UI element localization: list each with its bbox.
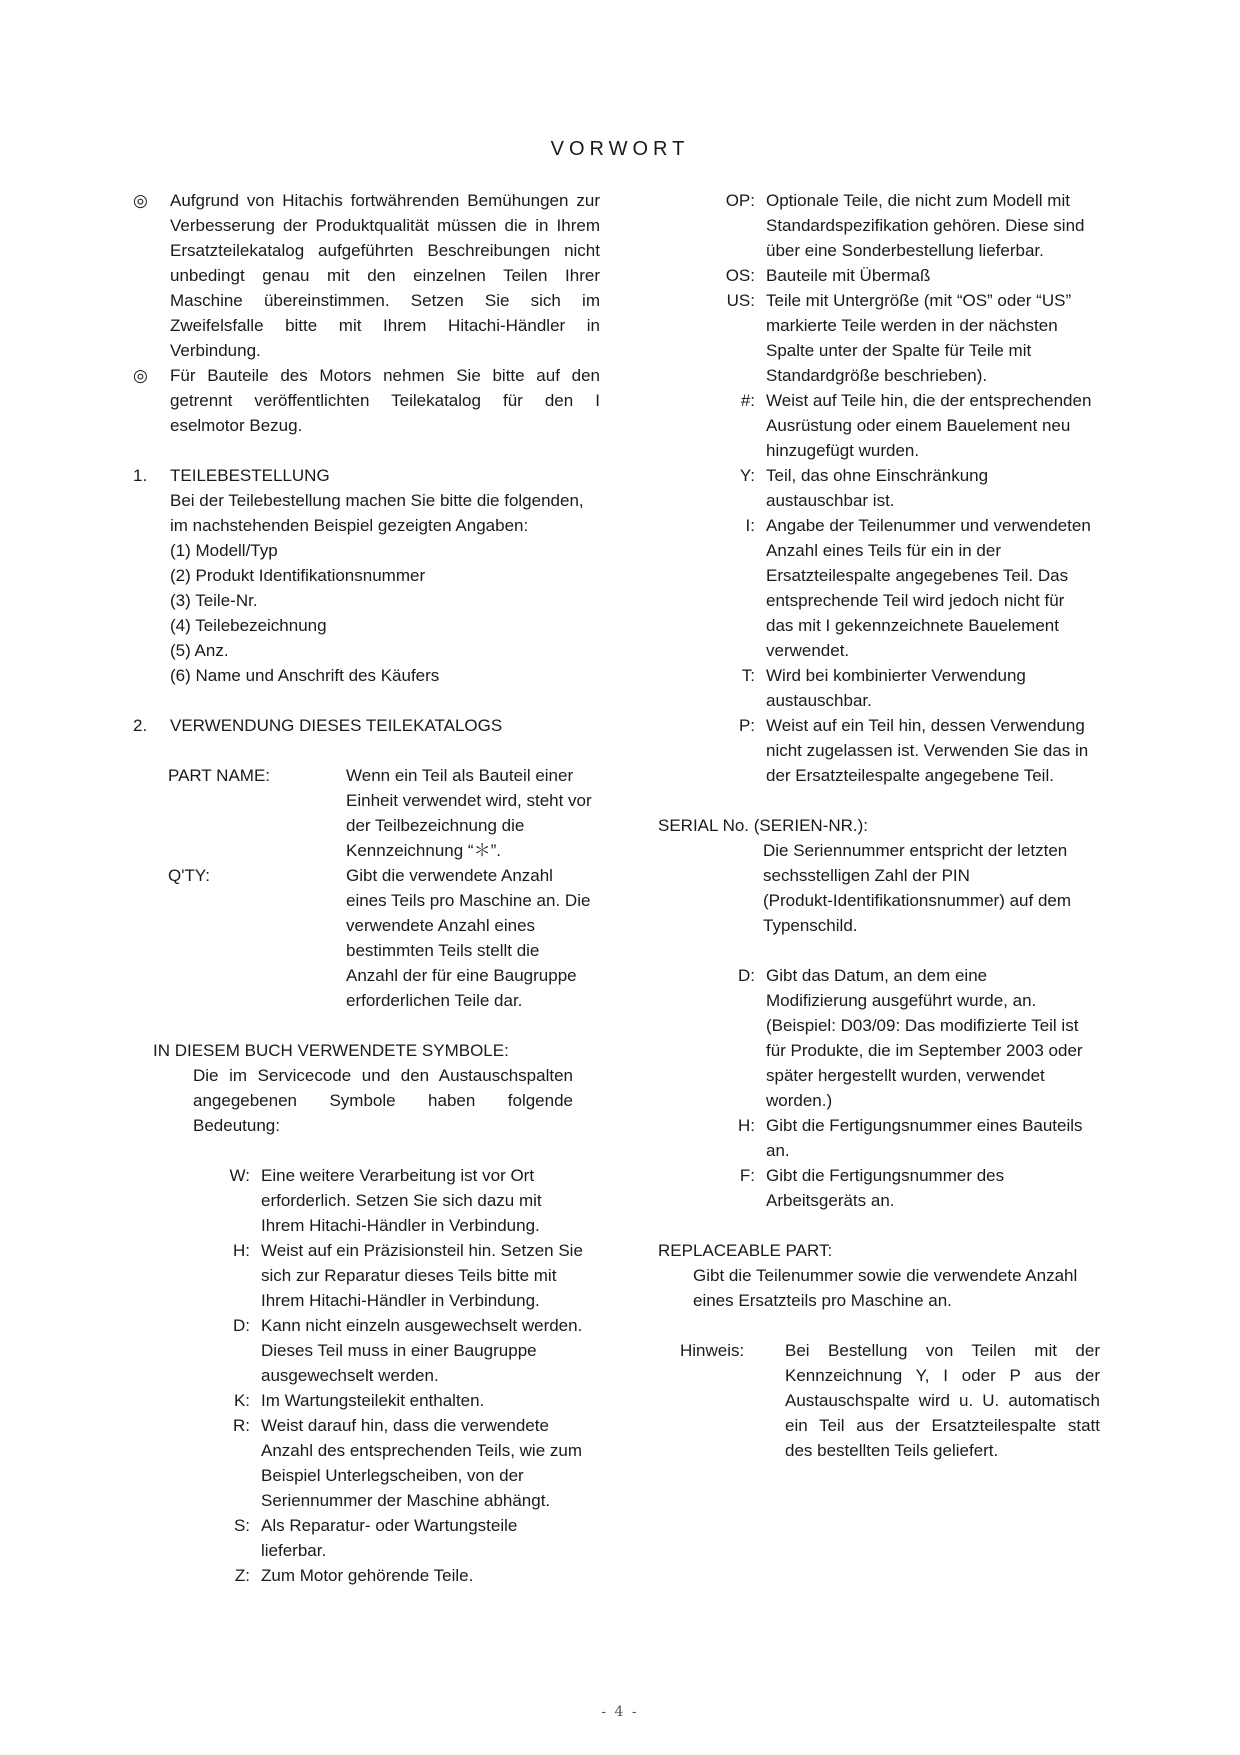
text-line: Angabe der Teilenummer und verwendeten: [766, 516, 1091, 535]
text-line: ausgewechselt werden.: [261, 1366, 439, 1385]
text-line: Optionale Teile, die nicht zum Modell mit: [766, 191, 1070, 210]
text-line: Gibt die Fertigungsnummer des: [766, 1166, 1005, 1185]
serial-heading: SERIAL No. (SERIEN-NR.):: [658, 816, 869, 835]
text-line: Ersatzteilespalte angegebenes Teil. Das: [766, 566, 1069, 585]
text-line: erforderlich. Setzen Sie sich dazu mit: [261, 1191, 542, 1210]
code-symbol: D:: [233, 1316, 250, 1335]
code-description: [766, 713, 1113, 788]
text-line: (6) Name und Anschrift des Käufers: [170, 666, 440, 685]
section-heading: VERWENDUNG DIESES TEILEKATALOGS: [170, 716, 503, 735]
text-line: (2) Produkt Identifikationsnummer: [170, 566, 426, 585]
text-line: Spalte unter der Spalte für Teile mit: [766, 341, 1032, 360]
text-line: Eine weitere Verarbeitung ist vor Ort: [261, 1166, 535, 1185]
text-line: Verbindung.: [170, 341, 261, 360]
definition-term: PART NAME:: [168, 766, 271, 785]
text-line: erforderlichen Teile dar.: [346, 991, 523, 1010]
code-symbol: #:: [740, 391, 755, 410]
code-description: [261, 1313, 608, 1388]
section-number: 2.: [133, 716, 148, 735]
page-title: VORWORT: [550, 138, 690, 160]
code-description: [766, 388, 1113, 463]
text-line: Bei der Teilebestellung machen Sie bitte die folgenden,: [170, 491, 584, 510]
text-line: Standardgröße beschrieben).: [766, 366, 988, 385]
code-description: [766, 963, 1113, 1113]
code-symbol: W:: [229, 1166, 250, 1185]
text-line: eines Teils pro Maschine an. Die: [346, 891, 591, 910]
text-line: Wenn ein Teil als Bauteil einer: [346, 766, 574, 785]
code-symbol: D:: [738, 966, 755, 985]
text-line: Weist auf ein Teil hin, dessen Verwendung: [766, 716, 1085, 735]
definition-term: Q'TY:: [168, 866, 210, 885]
text-line: Anzahl des entsprechenden Teils, wie zum: [261, 1441, 582, 1460]
code-description: [261, 1388, 608, 1413]
code-symbol: K:: [233, 1391, 250, 1410]
symbols-intro: [193, 1063, 573, 1138]
code-symbol: US:: [726, 291, 755, 310]
text-line: Für Bauteile des Motors nehmen Sie bitte auf den: [170, 366, 600, 385]
text-line: Kennzeichnung Y, I oder P aus der: [785, 1366, 1100, 1385]
text-line: Verbesserung der Produktqualität müssen die in Ihrem: [170, 216, 600, 235]
text-line: nicht zugelassen ist. Verwenden Sie das in: [766, 741, 1089, 760]
text-line: des bestellten Teils geliefert.: [785, 1441, 999, 1460]
code-description: [766, 663, 1113, 713]
text-line: worden.): [766, 1091, 833, 1110]
section-number: 1.: [133, 466, 148, 485]
text-line: Beispiel Unterlegscheiben, von der: [261, 1466, 524, 1485]
text-line: Maschine übereinstimmen. Setzen Sie sich im: [170, 291, 600, 310]
double-circle-icon: ◎: [133, 366, 148, 385]
text-line: sich zur Reparatur dieses Teils bitte mit: [261, 1266, 557, 1285]
text-line: Ausrüstung oder einem Bauelement neu: [766, 416, 1071, 435]
text-line: ein Teil aus der Ersatzteilespalte statt: [785, 1416, 1100, 1435]
text-line: Kennzeichnung “＊”.: [346, 841, 501, 860]
code-symbol: I:: [745, 516, 755, 535]
text-line: angegebenen Symbole haben folgende: [193, 1091, 573, 1110]
text-line: eselmotor Bezug.: [170, 416, 303, 435]
text-line: austauschbar.: [766, 691, 872, 710]
text-line: (5) Anz.: [170, 641, 229, 660]
text-line: über eine Sonderbestellung lieferbar.: [766, 241, 1044, 260]
text-line: Bei Bestellung von Teilen mit der: [785, 1341, 1100, 1360]
text-line: Austauschspalte wird u. U. automatisch: [785, 1391, 1100, 1410]
text-line: im nachstehenden Beispiel gezeigten Angaben:: [170, 516, 529, 535]
code-symbol: Y:: [739, 466, 755, 485]
text-line: Anzahl eines Teils für ein in der: [766, 541, 1001, 560]
text-line: Seriennummer der Maschine abhängt.: [261, 1491, 551, 1510]
text-line: Zweifelsfalle bitte mit Ihrem Hitachi-Händler in: [170, 316, 600, 335]
text-line: getrennt veröffentlichten Teilekatalog für den I: [170, 391, 600, 410]
text-line: bestimmten Teils stellt die: [346, 941, 540, 960]
code-symbol: H:: [738, 1116, 755, 1135]
symbols-heading: IN DIESEM BUCH VERWENDETE SYMBOLE:: [153, 1041, 509, 1060]
replaceable-text: [693, 1263, 1123, 1313]
code-symbol: OS:: [725, 266, 755, 285]
intro-text: [170, 363, 600, 438]
code-description: [261, 1413, 608, 1513]
replaceable-heading: REPLACEABLE PART:: [658, 1241, 833, 1260]
text-line: austauschbar ist.: [766, 491, 895, 510]
text-line: Weist auf Teile hin, die der entsprechenden: [766, 391, 1092, 410]
text-line: Gibt das Datum, an dem eine: [766, 966, 988, 985]
note-term: Hinweis:: [680, 1341, 745, 1360]
code-description: [261, 1513, 608, 1563]
text-line: Bauteile mit Übermaß: [766, 266, 931, 285]
definition-text: [346, 863, 606, 1013]
text-line: Teile mit Untergröße (mit “OS” oder “US”: [766, 291, 1072, 310]
text-line: (Produkt-Identifikationsnummer) auf dem: [763, 891, 1072, 910]
text-line: der Ersatzteilespalte angegebene Teil.: [766, 766, 1054, 785]
text-line: Bedeutung:: [193, 1116, 280, 1135]
code-symbol: R:: [233, 1416, 250, 1435]
code-symbol: F:: [739, 1166, 755, 1185]
text-line: Weist darauf hin, dass die verwendete: [261, 1416, 549, 1435]
text-line: Zum Motor gehörende Teile.: [261, 1566, 474, 1585]
text-line: Die im Servicecode und den Austauschspalten: [193, 1066, 573, 1085]
text-line: später hergestellt wurden, verwendet: [766, 1066, 1045, 1085]
code-description: [261, 1238, 608, 1313]
text-line: Ihrem Hitachi-Händler in Verbindung.: [261, 1291, 540, 1310]
text-line: Im Wartungsteilekit enthalten.: [261, 1391, 485, 1410]
text-line: Standardspezifikation gehören. Diese sind: [766, 216, 1085, 235]
code-description: [766, 188, 1113, 263]
code-symbol: P:: [738, 716, 755, 735]
code-description: [766, 288, 1113, 388]
text-line: Einheit verwendet wird, steht vor: [346, 791, 592, 810]
text-line: lieferbar.: [261, 1541, 327, 1560]
code-symbol: H:: [233, 1241, 250, 1260]
text-line: markierte Teile werden in der nächsten: [766, 316, 1058, 335]
text-line: (1) Modell/Typ: [170, 541, 278, 560]
text-line: Dieses Teil muss in einer Baugruppe: [261, 1341, 537, 1360]
text-line: Die Seriennummer entspricht der letzten: [763, 841, 1068, 860]
note-text: [785, 1338, 1100, 1463]
text-line: Gibt die verwendete Anzahl: [346, 866, 553, 885]
double-circle-icon: ◎: [133, 191, 148, 210]
text-line: Aufgrund von Hitachis fortwährenden Bemühungen zur: [170, 191, 600, 210]
code-description: [766, 513, 1113, 663]
section-heading: TEILEBESTELLUNG: [170, 466, 330, 485]
text-line: verwendete Anzahl eines: [346, 916, 536, 935]
text-line: Ersatzteilekatalog aufgeführten Beschreibungen nicht: [170, 241, 600, 260]
text-line: Weist auf ein Präzisionsteil hin. Setzen Sie: [261, 1241, 583, 1260]
text-line: der Teilbezeichnung die: [346, 816, 525, 835]
text-line: für Produkte, die im September 2003 oder: [766, 1041, 1083, 1060]
section-text: [170, 488, 610, 688]
code-symbol: S:: [233, 1516, 250, 1535]
text-line: entsprechende Teil wird jedoch nicht für: [766, 591, 1065, 610]
code-description: [261, 1163, 608, 1238]
text-line: (3) Teile-Nr.: [170, 591, 258, 610]
text-line: an.: [766, 1141, 790, 1160]
text-line: das mit I gekennzeichnete Bauelement: [766, 616, 1059, 635]
code-description: [766, 1163, 1113, 1213]
code-symbol: T:: [741, 666, 755, 685]
text-line: hinzugefügt wurden.: [766, 441, 920, 460]
text-line: Als Reparatur- oder Wartungsteile: [261, 1516, 518, 1535]
text-line: Gibt die Teilenummer sowie die verwendete Anzahl: [693, 1266, 1078, 1285]
code-symbol: OP:: [725, 191, 755, 210]
text-line: Teil, das ohne Einschränkung: [766, 466, 989, 485]
serial-text: [763, 838, 1123, 938]
code-symbol: Z:: [234, 1566, 250, 1585]
text-line: Ihrem Hitachi-Händler in Verbindung.: [261, 1216, 540, 1235]
text-line: eines Ersatzteils pro Maschine an.: [693, 1291, 952, 1310]
text-line: Anzahl der für eine Baugruppe: [346, 966, 577, 985]
text-line: Wird bei kombinierter Verwendung: [766, 666, 1026, 685]
text-line: Typenschild.: [763, 916, 858, 935]
page-number: - 4 -: [601, 1704, 639, 1720]
definition-text: [346, 763, 606, 863]
intro-text: [170, 188, 600, 363]
text-line: unbedingt genau mit den einzelnen Teilen Ihrer: [170, 266, 600, 285]
text-line: Modifizierung ausgeführt wurde, an.: [766, 991, 1037, 1010]
text-line: Kann nicht einzeln ausgewechselt werden.: [261, 1316, 583, 1335]
code-description: [766, 1113, 1113, 1163]
code-description: [766, 263, 1113, 288]
code-description: [766, 463, 1113, 513]
text-line: (4) Teilebezeichnung: [170, 616, 327, 635]
text-line: Gibt die Fertigungsnummer eines Bauteils: [766, 1116, 1083, 1135]
text-line: Arbeitsgeräts an.: [766, 1191, 895, 1210]
text-line: verwendet.: [766, 641, 850, 660]
text-line: (Beispiel: D03/09: Das modifizierte Teil ist: [766, 1016, 1079, 1035]
code-description: [261, 1563, 608, 1588]
text-line: sechsstelligen Zahl der PIN: [763, 866, 970, 885]
